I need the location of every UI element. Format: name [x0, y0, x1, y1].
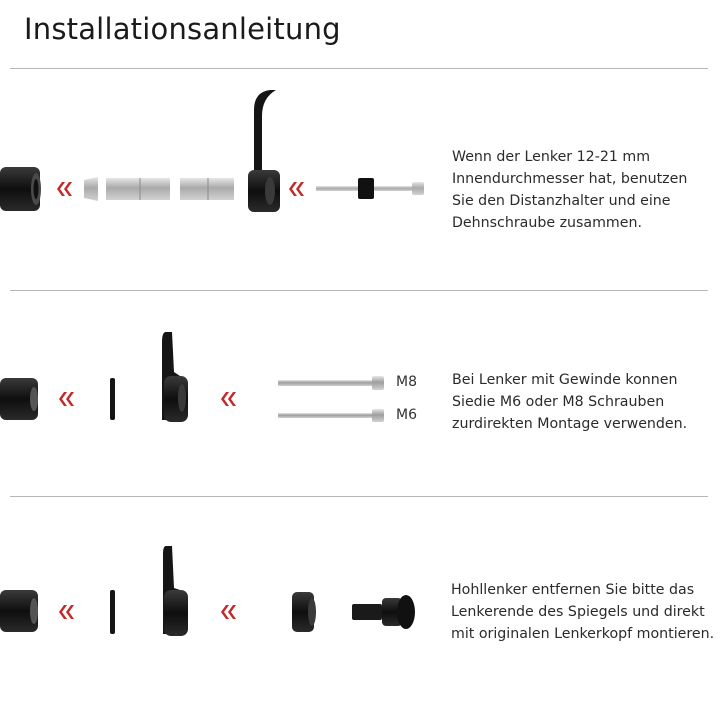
- screw-label-m8: M8: [396, 374, 417, 390]
- mirror-arm: [248, 90, 280, 212]
- screw-m6: [278, 409, 384, 422]
- description-spacer-expansion: [452, 146, 687, 234]
- description-line: Wenn der Lenker 12-21 mm: [452, 149, 651, 165]
- mirror-arm: [162, 332, 188, 422]
- washer: [110, 378, 115, 420]
- arrow-icon: [289, 182, 304, 196]
- expansion-screw: [316, 178, 424, 199]
- screw-label-m6: M6: [396, 407, 417, 423]
- section-threaded: [0, 292, 720, 496]
- description-line: Dehnschraube zusammen.: [452, 215, 642, 231]
- description-threaded: [452, 369, 687, 435]
- mirror-arm: [163, 546, 188, 636]
- page-title: Installationsanleitung: [24, 12, 341, 46]
- description-line: Bei Lenker mit Gewinde konnen: [452, 372, 678, 388]
- arrow-icon: [221, 392, 236, 406]
- section-hollow: [0, 498, 720, 720]
- washer: [110, 590, 115, 634]
- expansion-cone: [84, 177, 98, 201]
- divider-2: [10, 496, 708, 497]
- description-line: Lenkerende des Spiegels und direkt: [451, 604, 705, 620]
- description-line: Innendurchmesser hat, benutzen: [452, 171, 688, 187]
- section-spacer-expansion: [0, 70, 720, 290]
- description-line: zurdirekten Montage verwenden.: [452, 416, 688, 432]
- mounting-bolt: [352, 595, 415, 629]
- handlebar-end: [0, 590, 38, 632]
- screw-m8: [278, 376, 384, 390]
- end-cap: [292, 592, 316, 632]
- arrow-icon: [221, 605, 236, 619]
- illustration-threaded: [0, 292, 440, 496]
- illustration-spacer-expansion: [0, 70, 440, 290]
- arrow-icon: [59, 392, 74, 406]
- arrow-icon: [57, 182, 72, 196]
- description-line: Siedie M6 oder M8 Schrauben: [452, 394, 665, 410]
- description-line: Sie den Distanzhalter und eine: [452, 193, 671, 209]
- description-line: mit originalen Lenkerkopf montieren.: [451, 626, 715, 642]
- description-line: Hohllenker entfernen Sie bitte das: [451, 582, 695, 598]
- description-hollow: [451, 579, 714, 645]
- arrow-icon: [59, 605, 74, 619]
- handlebar-end: [0, 167, 41, 211]
- illustration-hollow: [0, 498, 440, 720]
- divider-top: [10, 68, 708, 69]
- spacer-sleeve-2: [180, 178, 234, 200]
- divider-1: [10, 290, 708, 291]
- spacer-sleeve: [106, 178, 170, 200]
- handlebar-end: [0, 378, 38, 420]
